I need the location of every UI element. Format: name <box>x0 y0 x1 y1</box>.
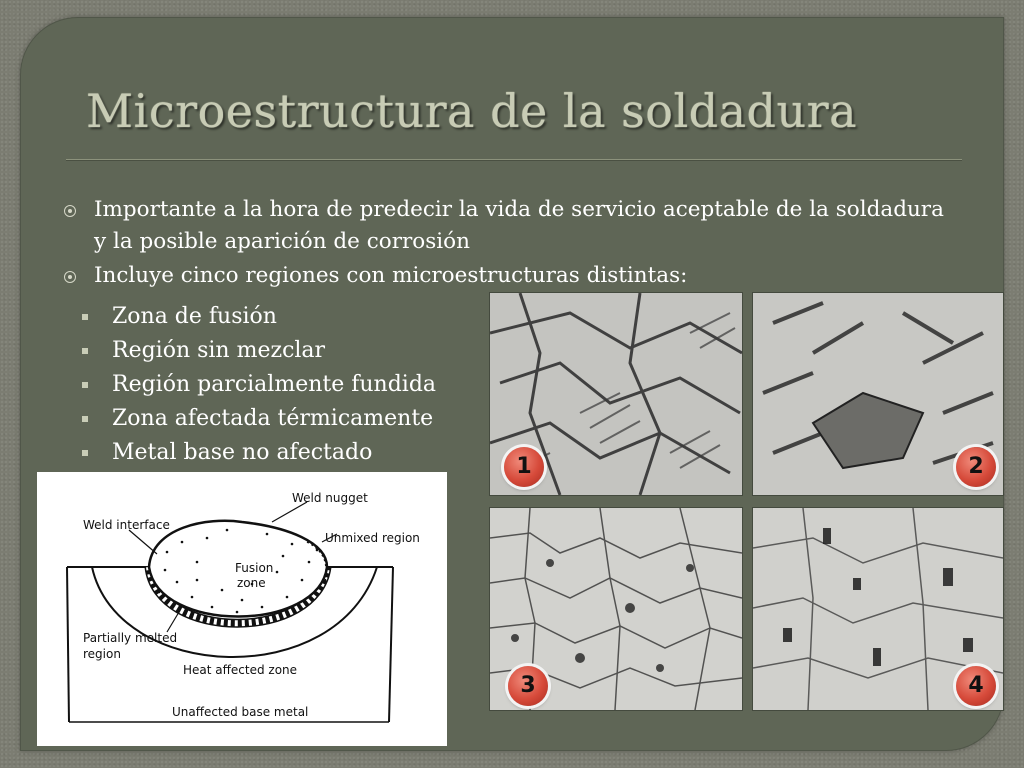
label-heat-affected-zone: Heat affected zone <box>183 663 298 677</box>
micrograph-2 <box>753 293 1003 495</box>
micrograph-4 <box>753 508 1003 710</box>
sub-bullet-item <box>80 402 436 436</box>
weld-diagram-drawing <box>37 472 447 746</box>
micrograph-number-badge: 4 <box>956 666 996 706</box>
label-region: region <box>83 647 121 661</box>
sub-bullet-text: Zona de fusión <box>112 304 277 329</box>
sub-bullet-list <box>80 300 436 470</box>
micrograph-number-badge: 1 <box>504 447 544 487</box>
square-bullet-icon <box>82 348 88 354</box>
sub-bullet-text: Zona afectada térmicamente <box>112 406 434 431</box>
weld-cross-section-diagram <box>37 472 447 746</box>
bullet-text: Incluye cinco regiones con microestructuras distintas: <box>94 263 688 288</box>
square-bullet-icon <box>82 314 88 320</box>
sub-bullet-item <box>80 334 436 368</box>
label-weld-interface: Weld interface <box>83 518 170 532</box>
label-partially-melted: Partially melted <box>83 631 178 645</box>
bullet-text: Importante a la hora de predecir la vida de servicio aceptable de la soldadura y la posible aparición de corrosión <box>94 197 944 254</box>
circle-bullet-icon <box>64 271 76 283</box>
micrograph-3 <box>490 508 742 710</box>
sub-bullet-text: Región parcialmente fundida <box>112 372 437 397</box>
label-unaffected-base-metal: Unaffected base metal <box>172 705 309 719</box>
bullet-list <box>62 194 962 294</box>
label-zone: zone <box>237 576 266 590</box>
sub-bullet-item <box>80 436 436 470</box>
square-bullet-icon <box>82 416 88 422</box>
bullet-item <box>62 260 962 292</box>
circle-bullet-icon <box>64 205 76 217</box>
label-unmixed-region: Unmixed region <box>325 531 420 545</box>
square-bullet-icon <box>82 382 88 388</box>
sub-bullet-text: Metal base no afectado <box>112 440 373 465</box>
label-fusion: Fusion <box>235 561 274 575</box>
micrograph-1 <box>490 293 742 495</box>
bullet-item <box>62 194 962 258</box>
micrograph-number-badge: 2 <box>956 447 996 487</box>
micrograph-number-badge: 3 <box>508 666 548 706</box>
sub-bullet-text: Región sin mezclar <box>112 338 326 363</box>
sub-bullet-item <box>80 300 436 334</box>
title-divider <box>66 159 962 161</box>
square-bullet-icon <box>82 450 88 456</box>
label-weld-nugget: Weld nugget <box>292 491 368 505</box>
sub-bullet-item <box>80 368 436 402</box>
slide-title: Microestructura de la soldadura <box>86 84 858 138</box>
